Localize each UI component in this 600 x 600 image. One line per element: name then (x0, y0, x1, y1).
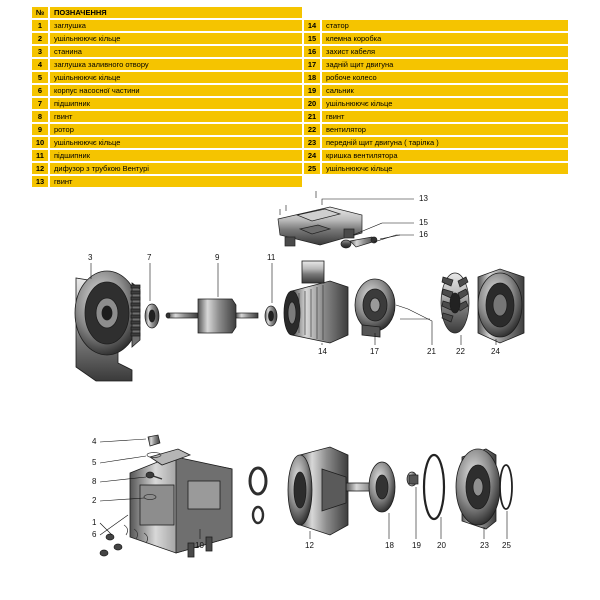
legend-desc: ушільнюючє кільце (49, 32, 303, 45)
legend-num: 9 (31, 123, 49, 136)
callout-20: 20 (437, 541, 446, 550)
legend-header-num: № (31, 6, 49, 19)
part-impeller (369, 462, 395, 512)
legend-desc: дифузор з трубкою Вентурі (49, 162, 303, 175)
legend-desc: захист кабеля (321, 45, 569, 58)
legend-desc: гвинт (49, 175, 303, 188)
legend-desc: вентилятор (321, 123, 569, 136)
legend-row (31, 162, 303, 175)
legend-row (303, 97, 569, 110)
legend-row (31, 84, 303, 97)
legend-row (303, 32, 569, 45)
legend-num: 18 (303, 71, 321, 84)
part-terminal-box (278, 207, 362, 246)
legend-num: 1 (31, 19, 49, 32)
callout-5: 5 (92, 458, 97, 467)
legend-header-desc: ПОЗНАЧЕННЯ (49, 6, 303, 19)
legend-num: 25 (303, 162, 321, 175)
part-seal (407, 472, 418, 486)
legend-desc: заглушка (49, 19, 303, 32)
legend-num: 4 (31, 58, 49, 71)
legend-num: 20 (303, 97, 321, 110)
part-oring-20 (424, 455, 444, 519)
legend-num: 23 (303, 136, 321, 149)
legend-num: 12 (31, 162, 49, 175)
legend-desc: ротор (49, 123, 303, 136)
legend-desc: передній щит двигуна ( тарілка ) (321, 136, 569, 149)
part-bearing-11 (265, 306, 277, 326)
exploded-view-diagram (0, 185, 600, 600)
legend-num: 2 (31, 32, 49, 45)
legend-desc: підшипник (49, 149, 303, 162)
callout-1: 1 (92, 518, 97, 527)
legend-row (303, 19, 569, 32)
callout-15: 15 (419, 218, 428, 227)
legend-desc: робоче колесо (321, 71, 569, 84)
legend-num: 11 (31, 149, 49, 162)
callout-11: 11 (267, 253, 276, 262)
legend-table (31, 6, 569, 188)
callout-19: 19 (412, 541, 421, 550)
legend-desc: статор (321, 19, 569, 32)
legend-desc: гвинт (49, 110, 303, 123)
legend-desc: ушільнюючє кільце (49, 71, 303, 84)
legend-row (31, 97, 303, 110)
legend-num: 15 (303, 32, 321, 45)
legend-row (31, 19, 303, 32)
legend-row (303, 136, 569, 149)
callout-2: 2 (92, 496, 97, 505)
part-rotor (166, 299, 258, 333)
legend-num: 16 (303, 45, 321, 58)
legend-desc: задній щит двигуна (321, 58, 569, 71)
part-front-shield (456, 449, 500, 529)
legend-num: 8 (31, 110, 49, 123)
legend-num: 24 (303, 149, 321, 162)
part-cable-guard (341, 237, 377, 248)
part-oring-10 (250, 468, 266, 523)
legend-row (303, 71, 569, 84)
legend-desc: гвинт (321, 110, 569, 123)
legend-desc: ушільнюючє кільце (321, 162, 569, 175)
legend-num: 17 (303, 58, 321, 71)
legend-row (303, 123, 569, 136)
legend-desc: кришка вентилятора (321, 149, 569, 162)
callout-22: 22 (456, 347, 465, 356)
diagram-svg (0, 185, 600, 600)
part-stator-housing (75, 271, 140, 381)
legend-row (31, 71, 303, 84)
callout-4: 4 (92, 437, 97, 446)
legend-desc: ушільнюючє кільце (49, 136, 303, 149)
legend-num: 21 (303, 110, 321, 123)
callout-21: 21 (427, 347, 436, 356)
callout-18: 18 (385, 541, 394, 550)
legend-row (303, 162, 569, 175)
callout-25: 25 (502, 541, 511, 550)
callout-13: 13 (419, 194, 428, 203)
legend-row (31, 45, 303, 58)
legend-num: 14 (303, 19, 321, 32)
legend-column-right (303, 6, 569, 188)
legend-header-row (31, 6, 303, 19)
callout-17: 17 (370, 347, 379, 356)
legend-num: 13 (31, 175, 49, 188)
legend-desc: сальник (321, 84, 569, 97)
part-pump-body (130, 449, 232, 557)
part-rear-shield (355, 279, 395, 337)
legend-num: 7 (31, 97, 49, 110)
legend-spacer-num (303, 6, 321, 19)
legend-desc: корпус насосної частини (49, 84, 303, 97)
legend-column-left (31, 6, 303, 188)
legend-num: 10 (31, 136, 49, 149)
legend-row (31, 149, 303, 162)
callout-24: 24 (491, 347, 500, 356)
legend-row (31, 58, 303, 71)
legend-spacer-desc (321, 6, 569, 19)
part-stator (284, 261, 348, 343)
legend-row (303, 58, 569, 71)
legend-desc: ушільнюючє кільце (321, 97, 569, 110)
legend-desc: заглушка заливного отвору (49, 58, 303, 71)
legend-row (31, 136, 303, 149)
callout-23: 23 (480, 541, 489, 550)
legend-num: 19 (303, 84, 321, 97)
part-bearing-7 (145, 304, 159, 328)
callout-3: 3 (88, 253, 93, 262)
callout-10: 10 (195, 541, 204, 550)
legend-row (303, 110, 569, 123)
legend-row (303, 149, 569, 162)
part-fan (441, 273, 469, 333)
legend-num: 6 (31, 84, 49, 97)
callout-6: 6 (92, 530, 97, 539)
legend-row (303, 84, 569, 97)
part-oring-25 (500, 465, 512, 509)
callout-8: 8 (92, 477, 97, 486)
legend-row (31, 110, 303, 123)
legend-spacer-row (303, 6, 569, 19)
callout-7: 7 (147, 253, 152, 262)
legend-desc: клемна коробка (321, 32, 569, 45)
legend-row (31, 123, 303, 136)
legend-num: 3 (31, 45, 49, 58)
legend-row (31, 32, 303, 45)
legend-desc: станина (49, 45, 303, 58)
legend-num: 5 (31, 71, 49, 84)
legend-num: 22 (303, 123, 321, 136)
callout-9: 9 (215, 253, 220, 262)
callout-16: 16 (419, 230, 428, 239)
legend-row (303, 45, 569, 58)
callout-14: 14 (318, 347, 327, 356)
callout-12: 12 (305, 541, 314, 550)
legend-desc: підшипник (49, 97, 303, 110)
part-fan-cover (478, 269, 524, 343)
